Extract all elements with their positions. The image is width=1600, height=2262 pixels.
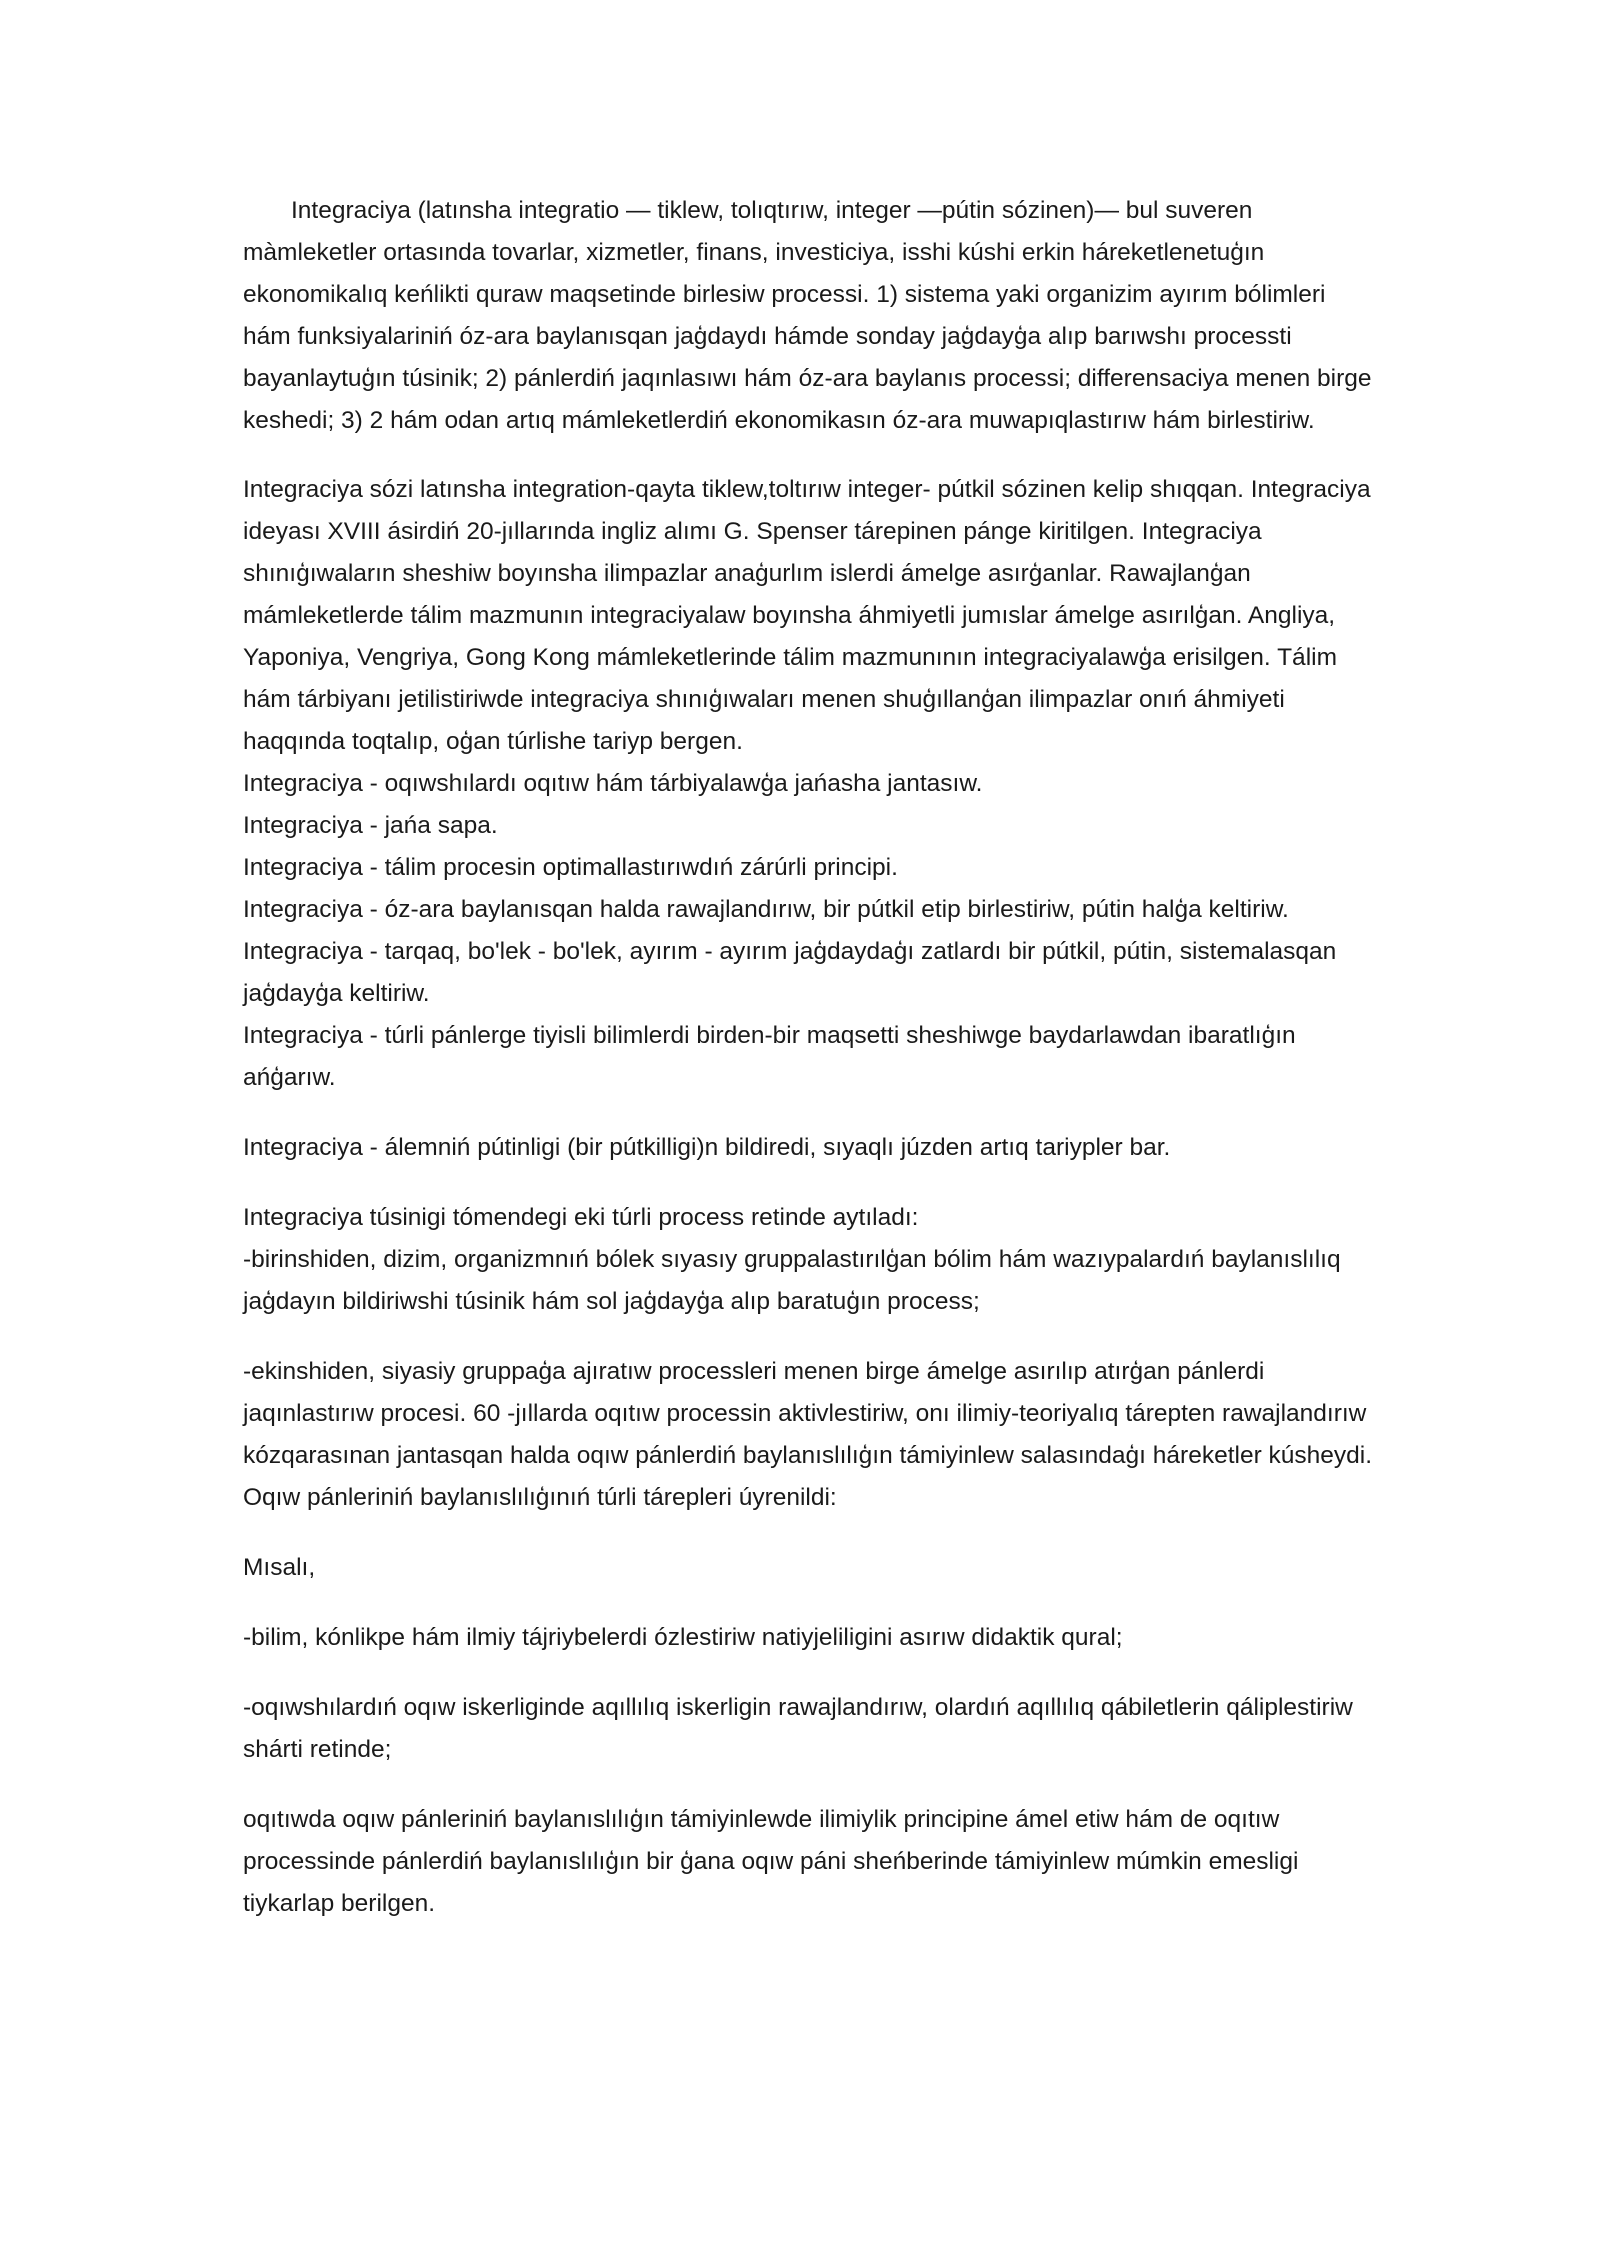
list-item: Integraciya - tálim procesin optimallastırıwdıń zárúrli principi. <box>243 854 898 881</box>
list-item: Integraciya - jańa sapa. <box>243 812 498 839</box>
paragraph-intro: Integraciya túsinigi tómendegi eki túrli process retinde aytıladı: <box>243 1204 919 1231</box>
paragraph-definition: Integraciya (latınsha integratio — tiklew, tolıqtırıw, integer —pútin sózinen)— bul suveren màmleketler ortasında tovarlar, xizmetler, finans, investiciya, isshi kúshi erkin háreketlenetuģın ekonomikalıq keńlikti quraw maqsetinde birlesiw processi. 1) sistema yaki organizim ayırım bólimleri hám funksiyalariniń óz-ara baylanısqan jaģdaydı hámde sonday jaģdayģa alıp barıwshı processti bayanlaytuģın túsinik; 2) pánlerdiń jaqınlasıwı hám óz-ara baylanıs processi; differensaciya menen birge keshedi; 3) 2 hám odan artıq mámleketlerdiń ekonomikasın óz-ara muwapıqlastırıw hám birlestiriw. <box>243 197 1372 434</box>
paragraph-second: -ekinshiden, siyasiy gruppaģa ajıratıw processleri menen birge ámelge asırılıp atırģan pánlerdi jaqınlastırıw procesi. 60 -jıllarda oqıtıw processin aktivlestiriw, onı ilimiy-teoriyalıq tárepten rawajlandırıw kózqarasınan jantasqan halda oqıw pánlerdiń baylanıslılıģın támiyinlew salasındaģı háreketler kúsheydi. Oqıw pánleriniń baylanıslılıģınıń túrli tárepleri úyrenildi: <box>243 1358 1373 1511</box>
list-item: Integraciya - túrli pánlerge tiyisli bilimlerdi birden-bir maqsetti sheshiwge baydarlawdan ibaratlıģın ańģarıw. <box>243 1022 1296 1091</box>
list-item: Integraciya - tarqaq, bo'lek - bo'lek, ayırım - ayırım jaģdaydaģı zatlardı bir pútkil, pútin, sistemalasqan jaģdayģa keltiriw. <box>243 938 1337 1007</box>
paragraph-etymology: Integraciya sózi latınsha integration-qayta tiklew,toltırıw integer- pútkil sózinen kelip shıqqan. Integraciya ideyası XVIII ásirdiń 20-jıllarında ingliz alımı G. Spenser tárepinen pánge kiritilgen. Integraciya shınıģıwaların sheshiw boyınsha ilimpazlar anaģurlım islerdi ámelge asırģanlar. Rawajlanģan mámleketlerde tálim mazmunın integraciyalaw boyınsha áhmiyetli jumıslar ámelge asırılģan. Angliya, Yaponiya, Vengriya, Gong Kong mámleketlerinde tálim mazmunının integraciyalawģa erisilgen. Tálim hám tárbiyanı jetilistiriwde integraciya shınıģıwaları menen shuģıllanģan ilimpazlar onıń áhmiyeti haqqında toqtalıp, oģan túrlishe tariyp bergen. <box>243 476 1371 755</box>
paragraph-example-one: -bilim, kónlikpe hám ilmiy tájriybelerdi ózlestiriw natiyjeliligini asırıw didaktik qural; <box>243 1624 1123 1651</box>
paragraph-first: -birinshiden, dizim, organizmnıń bólek sıyasıy gruppalastırılģan bólim hám wazıypalardıń baylanıslılıq jaģdayın bildiriwshi túsinik hám sol jaģdayģa alıp baratuģın process; <box>243 1246 1341 1315</box>
list-item: Integraciya - álemniń pútinligi (bir pútkilligi)n bildiredi, sıyaqlı júzden artıq tariypler bar. <box>243 1134 1171 1161</box>
paragraph-example-label: Mısalı, <box>243 1554 316 1581</box>
list-item: Integraciya - oqıwshılardı oqıtıw hám tárbiyalawģa jańasha jantasıw. <box>243 770 983 797</box>
document-page <box>243 190 1373 1925</box>
paragraph-conclusion: oqıtıwda oqıw pánleriniń baylanıslılıģın támiyinlewde ilimiylik principine ámel etiw hám de oqıtıw processinde pánlerdiń baylanıslılıģın bir ģana oqıw páni sheńberinde támiyinlew múmkin emesligi tiykarlap berilgen. <box>243 1806 1299 1917</box>
list-item: Integraciya - óz-ara baylanısqan halda rawajlandırıw, bir pútkil etip birlestiriw, pútin halģa keltiriw. <box>243 896 1289 923</box>
paragraph-example-two: -oqıwshılardıń oqıw iskerliginde aqıllılıq iskerligin rawajlandırıw, olardıń aqıllılıq qábiletlerin qáliplestiriw shárti retinde; <box>243 1694 1353 1763</box>
